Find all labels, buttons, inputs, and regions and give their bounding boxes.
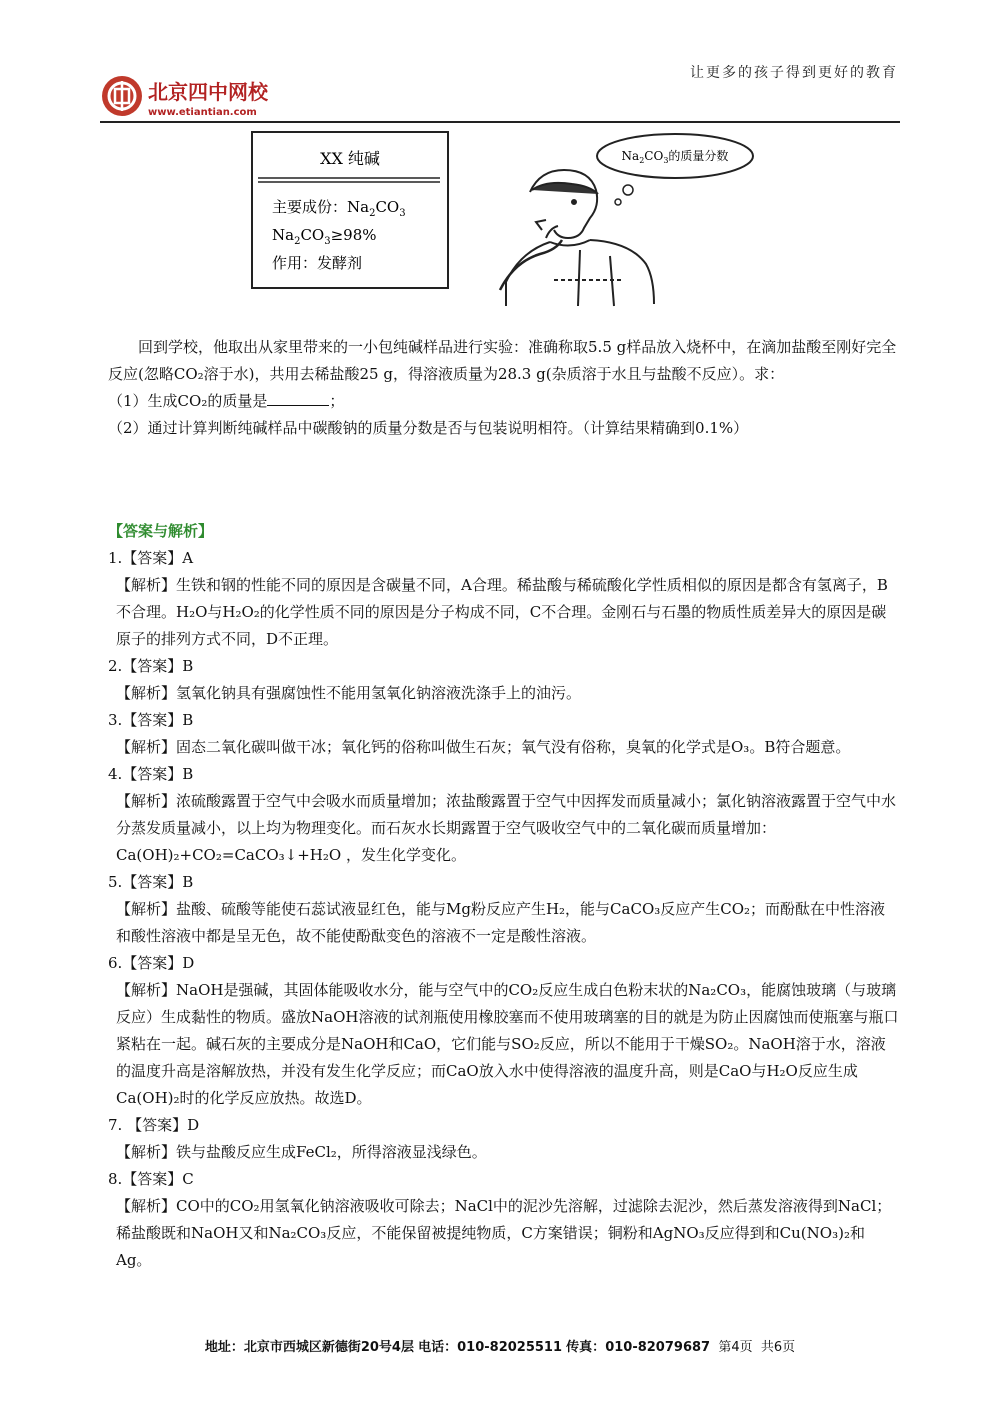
answer-explanation: 【解析】生铁和钢的性能不同的原因是含碳量不同，A合理。稀盐酸与稀硫酸化学性质相似的原因是都含有氢离子，B不合理。H₂O与H₂O₂的化学性质不同的原因是分子构成不同，C不合理。金刚石与石墨的物质性质差异大的原因是碳原子的排列方式不同，D不正理。	[116, 576, 888, 648]
label-box-title: XX 纯碱	[320, 149, 380, 168]
answer-key: 3.【答案】B	[108, 711, 194, 729]
footer-address-label: 地址：	[204, 1340, 244, 1355]
footer-phone-label: 电话：	[418, 1340, 458, 1355]
answer-explanation: 【解析】浓硫酸露置于空气中会吸水而质量增加；浓盐酸露置于空气中因挥发而质量减小；氯化钠溶液露置于空气中水分蒸发质量减小，以上均为物理变化。而石灰水长期露置于空气吸收空气中的二氧化碳而质量增加：Ca(OH)₂+CO₂=CaCO₃↓+H₂O ，发生化学变化。	[116, 792, 897, 864]
answer-item	[108, 545, 900, 653]
answer-explanation: 【解析】固态二氧化碳叫做干冰；氧化钙的俗称叫做生石灰；氧气没有俗称，臭氧的化学式是O₃。B符合题意。	[116, 738, 851, 756]
footer-fax-label: 传真：	[566, 1340, 606, 1355]
question-2: （2）通过计算判断纯碱样品中碳酸钠的质量分数是否与包装说明相符。（计算结果精确到0.1%）	[108, 419, 749, 437]
header-divider	[100, 121, 900, 123]
logo-url: www.etiantian.com	[148, 107, 257, 118]
logo-text: 北京四中网校	[148, 80, 268, 104]
answer-key: 5.【答案】B	[108, 873, 194, 891]
answer-item	[108, 761, 900, 869]
pure-alkali-figure	[250, 130, 760, 308]
answer-key: 6.【答案】D	[108, 954, 195, 972]
footer-fax: 010-82079687	[605, 1340, 711, 1355]
label-box-line3: 作用：发酵剂	[272, 254, 363, 272]
answer-item	[108, 653, 900, 707]
answer-key: 4.【答案】B	[108, 765, 194, 783]
school-logo	[100, 72, 300, 122]
page-footer	[0, 1336, 1000, 1355]
answer-item	[108, 950, 900, 1112]
answer-item	[108, 869, 900, 950]
question-1: （1）生成CO₂的质量是 ；	[108, 392, 345, 410]
footer-address: 北京市西城区新德街20号4层	[243, 1340, 414, 1355]
thought-bubble-text: $Na_2CO_3$的质量分数	[621, 149, 729, 165]
answer-item	[108, 707, 900, 761]
answer-key: 1.【答案】A	[108, 549, 194, 567]
answer-explanation: 【解析】盐酸、硫酸等能使石蕊试液显红色，能与Mg粉反应产生H₂，能与CaCO₃反应产生CO₂；而酚酞在中性溶液和酸性溶液中都是呈无色，故不能使酚酞变色的溶液不一定是酸性溶液。	[116, 900, 886, 945]
answer-explanation: 【解析】NaOH是强碱，其固体能吸收水分，能与空气中的CO₂反应生成白色粉末状的Na₂CO₃，能腐蚀玻璃（与玻璃反应）生成黏性的物质。盛放NaOH溶液的试剂瓶使用橡胶塞而不使用玻璃塞的目的就是为防止因腐蚀而使瓶塞与瓶口紧粘在一起。碱石灰的主要成分是NaOH和CaO，它们能与SO₂反应，所以不能用于干燥SO₂。NaOH溶于水，溶液的温度升高是溶解放热，并没有发生化学反应；而CaO放入水中使得溶液的温度升高，则是CaO与H₂O反应生成Ca(OH)₂时的化学反应放热。故选D。	[116, 981, 899, 1107]
answer-key: 7. 【答案】D	[108, 1116, 200, 1134]
answer-item	[108, 1112, 900, 1166]
answer-key: 2.【答案】B	[108, 657, 194, 675]
question-block	[108, 334, 900, 442]
footer-phone: 010-82025511	[457, 1340, 563, 1355]
answer-explanation: 【解析】氢氧化钠具有强腐蚀性不能用氢氧化钠溶液洗涤手上的油污。	[116, 684, 582, 702]
answer-blank	[267, 391, 329, 406]
label-box-line2: $Na_2CO_3\ge 98\%$	[272, 226, 377, 247]
footer-page-number: 第4页	[718, 1340, 753, 1355]
answer-item	[108, 1166, 900, 1274]
answer-explanation: 【解析】CO中的CO₂用氢氧化钠溶液吸收可除去；NaCl中的泥沙先溶解，过滤除去泥沙，然后蒸发溶液得到NaCl；稀盐酸既和NaOH又和Na₂CO₃反应，不能保留被提纯物质，C方案错误；铜粉和AgNO₃反应得到和Cu(NO₃)₂和Ag。	[116, 1197, 892, 1269]
question-paragraph: 回到学校，他取出从家里带来的一小包纯碱样品进行实验：准确称取5.5 g样品放入烧杯中，在滴加盐酸至刚好完全反应(忽略CO₂溶于水)，共用去稀盐酸25 g，得溶液质量为28.3 g(杂质溶于水且与盐酸不反应）。求：	[108, 338, 897, 383]
answer-key: 8.【答案】C	[108, 1170, 194, 1188]
answer-explanation: 【解析】铁与盐酸反应生成FeCl₂，所得溶液显浅绿色。	[116, 1143, 487, 1161]
label-box-line1: 主要成份：$Na_2CO_3$	[272, 198, 406, 219]
footer-total-pages: 共6页	[760, 1340, 796, 1355]
answer-section	[108, 518, 900, 1274]
header-slogan: 让更多的孩子得到更好的教育	[690, 65, 898, 81]
answer-section-title: 【答案与解析】	[108, 522, 214, 540]
